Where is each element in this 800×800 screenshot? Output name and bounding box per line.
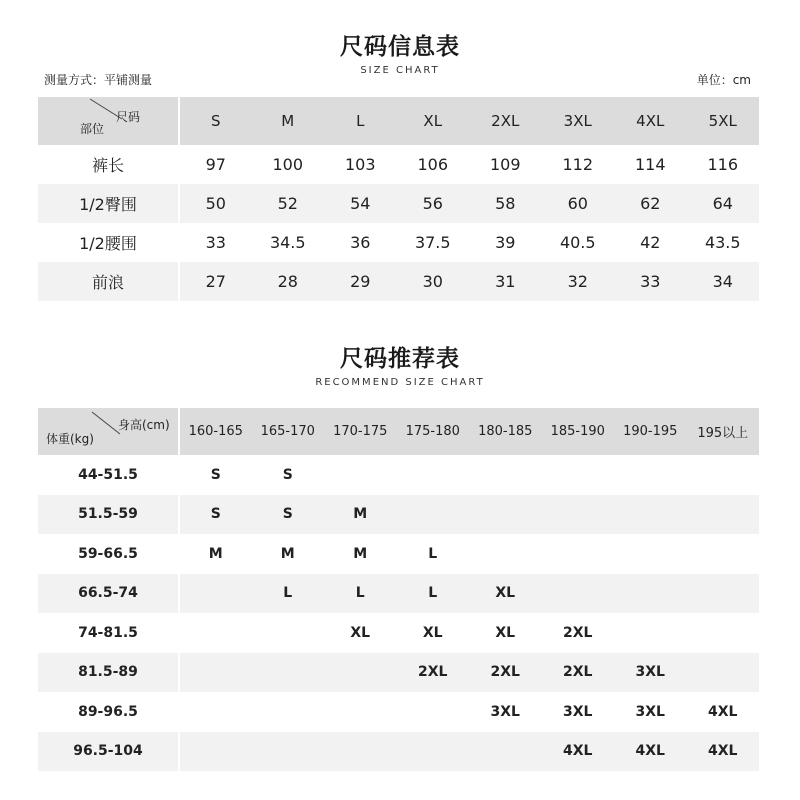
table-cell [469, 534, 542, 574]
row-label: 96.5-104 [38, 732, 179, 772]
table-cell: 2XL [563, 624, 593, 641]
table-cell: XL [350, 624, 371, 641]
table-cell [687, 574, 760, 614]
table-cell [179, 692, 252, 732]
table-cell: 114 [634, 155, 666, 174]
table-cell: M [324, 495, 397, 535]
height-col-header: 165-170 [252, 408, 325, 455]
height-col-header: 190-195 [614, 408, 687, 455]
table-cell: 4XL [687, 732, 760, 772]
row-label: 74-81.5 [38, 613, 179, 653]
table-cell [397, 455, 470, 495]
table-cell [397, 495, 470, 535]
row-label: 44-51.5 [38, 455, 179, 495]
height-col-header: 195以上 [687, 408, 760, 455]
size-chart-title: 尺码信息表 [340, 34, 460, 60]
size-chart-table [38, 97, 760, 301]
table-cell: L [428, 545, 438, 562]
size-corner-cell [38, 97, 179, 145]
table-cell: 3XL [635, 703, 665, 720]
table-cell [324, 692, 397, 732]
table-cell: S [252, 495, 325, 535]
table-cell [542, 455, 615, 495]
size-col-header: 5XL [687, 97, 760, 145]
table-row [38, 495, 759, 535]
table-cell [687, 534, 760, 574]
table-cell: 30 [397, 262, 470, 301]
unit-label: 单位：cm [696, 73, 751, 87]
table-cell: S [179, 495, 252, 535]
table-cell: XL [495, 624, 516, 641]
table-cell [542, 574, 615, 614]
row-label: 59-66.5 [38, 534, 179, 574]
size-col-header: S [179, 97, 252, 145]
table-row [38, 574, 759, 614]
height-col-header: 185-190 [542, 408, 615, 455]
table-cell: 36 [350, 233, 371, 252]
table-cell [397, 732, 470, 772]
table-cell: 62 [614, 184, 687, 223]
height-col-header: 180-185 [469, 408, 542, 455]
row-label: 89-96.5 [38, 692, 179, 732]
table-cell: 4XL [708, 703, 738, 720]
table-cell: 4XL [542, 732, 615, 772]
table-cell: 50 [179, 184, 252, 223]
size-chart-subtitle: SIZE CHART [360, 65, 440, 76]
size-chart-heading [0, 28, 800, 76]
table-cell: 64 [687, 184, 760, 223]
table-row [38, 184, 759, 223]
table-cell: 56 [397, 184, 470, 223]
table-cell: 37.5 [414, 233, 451, 252]
table-cell [542, 534, 615, 574]
table-cell [179, 732, 252, 772]
table-cell [179, 574, 252, 614]
table-cell [687, 653, 760, 693]
table-cell: 43.5 [704, 233, 741, 252]
measurement-method: 测量方式：平铺测量 [44, 73, 153, 87]
table-cell: 33 [614, 262, 687, 301]
table-row [38, 262, 759, 301]
table-cell: XL [469, 574, 542, 614]
table-cell [469, 495, 542, 535]
row-label: 1/2臀围 [38, 184, 179, 223]
table-cell: 58 [469, 184, 542, 223]
table-cell: 32 [542, 262, 615, 301]
table-cell [542, 495, 615, 535]
height-header-row [38, 408, 759, 455]
table-cell [252, 692, 325, 732]
table-cell: L [324, 574, 397, 614]
table-cell: 3XL [614, 653, 687, 693]
size-col-header: XL [397, 97, 470, 145]
table-cell: L [252, 574, 325, 614]
table-cell: 27 [179, 262, 252, 301]
table-cell: 109 [489, 155, 521, 174]
table-cell [614, 495, 687, 535]
table-cell [324, 653, 397, 693]
row-label: 1/2腰围 [38, 223, 179, 262]
height-col-header: 175-180 [397, 408, 470, 455]
table-cell [614, 534, 687, 574]
table-cell: L [397, 574, 470, 614]
size-col-header: 2XL [469, 97, 542, 145]
table-cell [324, 455, 397, 495]
table-cell: 3XL [490, 703, 520, 720]
table-cell: 34.5 [269, 233, 306, 252]
table-row [38, 692, 759, 732]
table-row [38, 534, 759, 574]
table-row [38, 455, 759, 495]
table-cell: M [280, 545, 295, 562]
table-cell [687, 613, 760, 653]
corner-height-label: 身高(cm) [118, 418, 170, 432]
size-header-row [38, 97, 759, 145]
recommend-chart-table [38, 408, 760, 771]
table-cell [179, 653, 252, 693]
height-col-header: 160-165 [179, 408, 252, 455]
table-cell: 39 [495, 233, 516, 252]
table-cell: M [353, 545, 368, 562]
table-row [38, 145, 759, 184]
table-cell [469, 455, 542, 495]
table-cell: 31 [469, 262, 542, 301]
table-cell: 3XL [563, 703, 593, 720]
table-cell [614, 574, 687, 614]
size-col-header: L [324, 97, 397, 145]
size-col-header: M [252, 97, 325, 145]
corner-part-label: 部位 [80, 122, 105, 136]
table-cell [324, 732, 397, 772]
table-cell: S [210, 466, 221, 483]
table-cell: 60 [542, 184, 615, 223]
table-cell: 2XL [542, 653, 615, 693]
table-cell: 42 [640, 233, 661, 252]
table-cell: S [282, 466, 293, 483]
row-label: 66.5-74 [38, 574, 179, 614]
row-label: 51.5-59 [38, 495, 179, 535]
corner-diagonal-line [38, 97, 179, 145]
size-col-header: 3XL [542, 97, 615, 145]
table-cell: 2XL [469, 653, 542, 693]
row-label: 裤长 [38, 145, 179, 184]
recommend-chart-heading [0, 340, 800, 388]
height-col-header: 170-175 [324, 408, 397, 455]
table-cell: 100 [272, 155, 304, 174]
row-label: 81.5-89 [38, 653, 179, 693]
table-cell: 103 [344, 155, 376, 174]
table-cell: 34 [687, 262, 760, 301]
table-cell [179, 613, 252, 653]
table-cell: 112 [562, 155, 594, 174]
table-cell [252, 732, 325, 772]
size-col-header: 4XL [614, 97, 687, 145]
recommend-corner-cell [38, 408, 179, 455]
row-label: 前浪 [38, 262, 179, 301]
corner-size-label: 尺码 [116, 110, 141, 124]
recommend-chart-title: 尺码推荐表 [340, 346, 460, 372]
table-cell: 29 [324, 262, 397, 301]
table-cell: 40.5 [559, 233, 596, 252]
table-cell: M [208, 545, 223, 562]
table-cell [614, 613, 687, 653]
table-row [38, 223, 759, 262]
table-cell: 97 [205, 155, 226, 174]
table-cell: 28 [252, 262, 325, 301]
recommend-chart-subtitle: RECOMMEND SIZE CHART [315, 377, 485, 388]
table-cell: 33 [205, 233, 226, 252]
table-cell [687, 495, 760, 535]
table-cell: 116 [707, 155, 739, 174]
table-row [38, 613, 759, 653]
table-cell: 52 [252, 184, 325, 223]
table-cell [469, 732, 542, 772]
table-cell [687, 455, 760, 495]
table-row [38, 653, 759, 693]
table-cell [614, 455, 687, 495]
table-cell [397, 692, 470, 732]
table-cell: 54 [324, 184, 397, 223]
corner-weight-label: 体重(kg) [46, 432, 94, 446]
table-cell [252, 653, 325, 693]
table-cell: 106 [417, 155, 449, 174]
table-cell: 4XL [614, 732, 687, 772]
table-cell: 2XL [397, 653, 470, 693]
table-cell [252, 613, 325, 653]
table-row [38, 732, 759, 772]
table-cell: XL [422, 624, 443, 641]
